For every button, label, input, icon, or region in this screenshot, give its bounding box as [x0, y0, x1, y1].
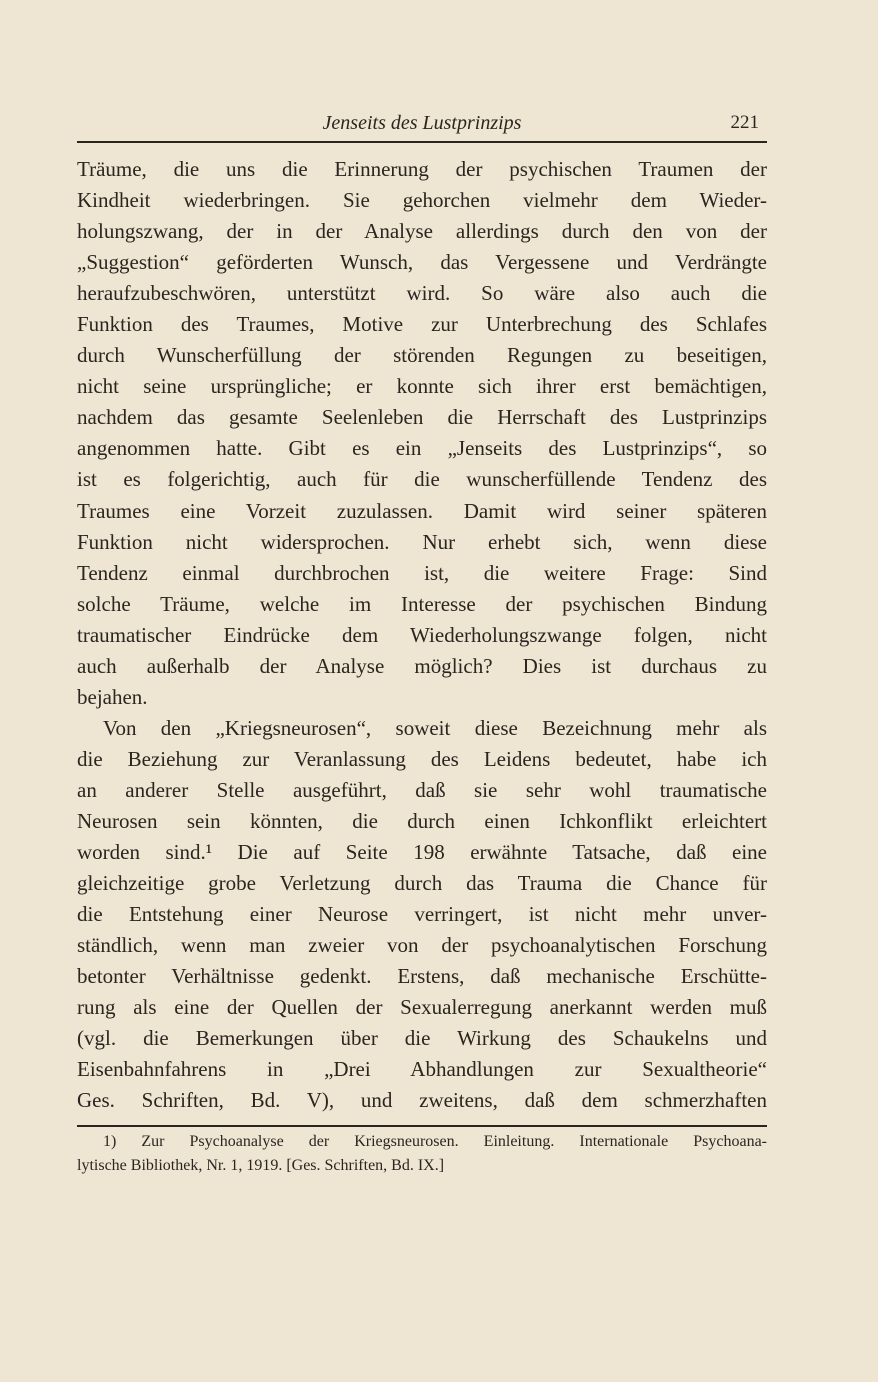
text-line: traumatischer Eindrücke dem Wiederholungszwange folgen, nicht	[77, 622, 767, 647]
text-line: Traumes eine Vorzeit zuzulassen. Damit wird seiner späteren	[77, 498, 767, 523]
text-line: bejahen.	[77, 684, 148, 709]
text-line: solche Träume, welche im Interesse der psychischen Bindung	[77, 591, 767, 616]
text-line: Tendenz einmal durchbrochen ist, die weitere Frage: Sind	[77, 560, 767, 585]
text-line: Funktion nicht widersprochen. Nur erhebt sich, wenn diese	[77, 529, 767, 554]
text-line: worden sind.¹ Die auf Seite 198 erwähnte Tatsache, daß eine	[77, 840, 767, 865]
running-title: Jenseits des Lustprinzips	[322, 112, 522, 134]
header-rule	[77, 141, 767, 143]
text-line: heraufzubeschwören, unterstützt wird. So wäre also auch die	[77, 281, 767, 306]
text-line: Neurosen sein könnten, die durch einen Ichkonflikt erleichtert	[77, 808, 767, 833]
text-line: (vgl. die Bemerkungen über die Wirkung des Schaukelns und	[77, 1026, 767, 1051]
footnote-1	[77, 1130, 767, 1178]
text-line: durch Wunscherfüllung der störenden Regungen zu beseitigen,	[77, 343, 767, 368]
text-line: nicht seine ursprüngliche; er konnte sich ihrer erst bemächtigen,	[77, 374, 767, 399]
text-line: nachdem das gesamte Seelenleben die Herrschaft des Lustprinzips	[77, 405, 767, 430]
footnote-rule	[77, 1125, 767, 1127]
text-line: Kindheit wiederbringen. Sie gehorchen vielmehr dem Wieder-	[77, 188, 767, 213]
body-text	[77, 154, 767, 1116]
text-line: die Beziehung zur Veranlassung des Leidens bedeutet, habe ich	[77, 746, 767, 771]
footnote-line: 1) Zur Psychoanalyse der Kriegsneurosen. Einleitung. Internationale Psychoana-	[103, 1133, 767, 1150]
footnote-line: lytische Bibliothek, Nr. 1, 1919. [Ges. Schriften, Bd. IX.]	[77, 1157, 445, 1174]
text-line: Ges. Schriften, Bd. V), und zweitens, daß dem schmerzhaften	[77, 1088, 767, 1113]
text-line: „Suggestion“ geförderten Wunsch, das Vergessene und Verdrängte	[77, 250, 767, 275]
text-line: ständlich, wenn man zweier von der psychoanalytischen Forschung	[77, 933, 767, 958]
text-line: Von den „Kriegsneurosen“, soweit diese Bezeichnung mehr als	[103, 715, 767, 740]
text-line: gleichzeitige grobe Verletzung durch das Trauma die Chance für	[77, 871, 767, 896]
text-line: auch außerhalb der Analyse möglich? Dies ist durchaus zu	[77, 653, 767, 678]
text-line: an anderer Stelle ausgeführt, daß sie sehr wohl traumatische	[77, 777, 767, 802]
text-line: Eisenbahnfahrens in „Drei Abhandlungen zur Sexualtheorie“	[77, 1057, 767, 1082]
running-header	[77, 112, 767, 138]
text-line: Funktion des Traumes, Motive zur Unterbrechung des Schlafes	[77, 312, 767, 337]
text-line: holungszwang, der in der Analyse allerdings durch den von der	[77, 219, 767, 244]
page-number: 221	[730, 112, 759, 133]
text-line: betonter Verhältnisse gedenkt. Erstens, daß mechanische Erschütte-	[77, 964, 767, 989]
text-line: ist es folgerichtig, auch für die wunscherfüllende Tendenz des	[77, 467, 767, 492]
text-line: rung als eine der Quellen der Sexualerregung anerkannt werden muß	[77, 995, 767, 1020]
text-line: die Entstehung einer Neurose verringert, ist nicht mehr unver-	[77, 902, 767, 927]
text-line: Träume, die uns die Erinnerung der psychischen Traumen der	[77, 157, 767, 181]
text-line: angenommen hatte. Gibt es ein „Jenseits des Lustprinzips“, so	[77, 436, 767, 461]
footnotes	[77, 1130, 767, 1178]
